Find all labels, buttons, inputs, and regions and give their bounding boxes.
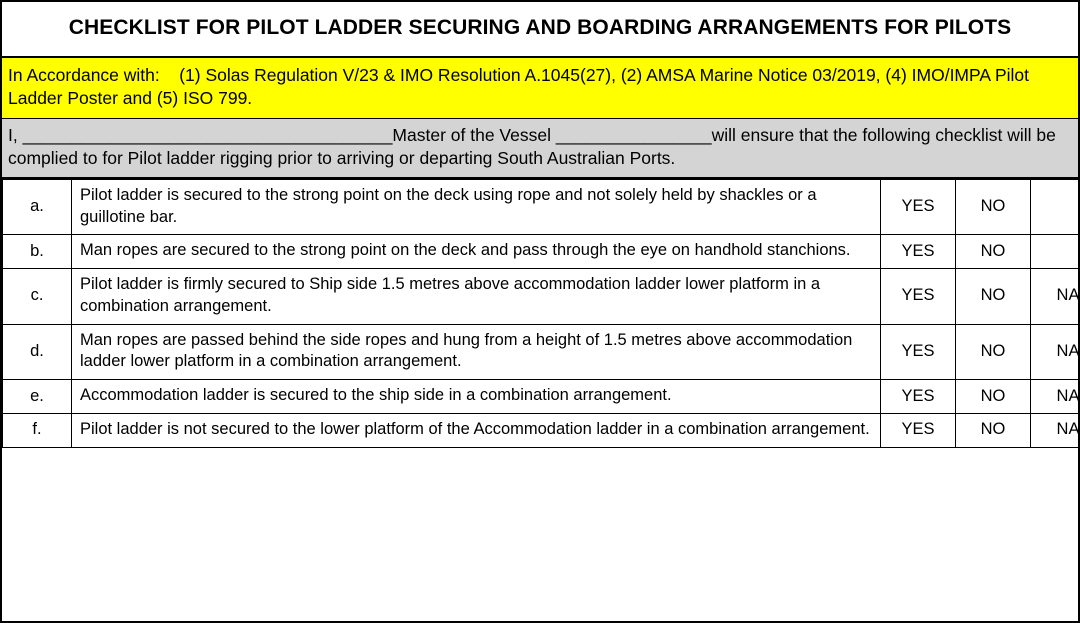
- row-na-option[interactable]: NA: [1031, 380, 1080, 414]
- row-yes-option[interactable]: YES: [881, 269, 956, 325]
- row-yes-option[interactable]: YES: [881, 324, 956, 380]
- page-title: CHECKLIST FOR PILOT LADDER SECURING AND BOARDING ARRANGEMENTS FOR PILOTS: [68, 16, 1012, 39]
- accordance-text: (1) Solas Regulation V/23 & IMO Resolution A.1045(27), (2) AMSA Marine Notice 03/2019, (4) IMO/IMPA Pilot Ladder Poster and (5) ISO 799.: [8, 65, 1029, 109]
- row-na-option[interactable]: NA: [1031, 413, 1080, 447]
- row-item-text: Man ropes are passed behind the side ropes and hung from a height of 1.5 metres above accommodation ladder lower platform in a combination arrangement.: [72, 324, 881, 380]
- row-na-option[interactable]: [1031, 179, 1080, 235]
- row-yes-option[interactable]: YES: [881, 235, 956, 269]
- row-no-option[interactable]: NO: [956, 269, 1031, 325]
- row-item-text: Accommodation ladder is secured to the ship side in a combination arrangement.: [72, 380, 881, 414]
- row-yes-option[interactable]: YES: [881, 413, 956, 447]
- table-row: [3, 324, 1080, 380]
- row-yes-option[interactable]: YES: [881, 179, 956, 235]
- row-item-text: Pilot ladder is not secured to the lower platform of the Accommodation ladder in a combination arrangement.: [72, 413, 881, 447]
- row-letter: a.: [3, 179, 72, 235]
- row-yes-option[interactable]: YES: [881, 380, 956, 414]
- row-item-text: Pilot ladder is secured to the strong point on the deck using rope and not solely held by shackles or a guillotine bar.: [72, 179, 881, 235]
- row-letter: b.: [3, 235, 72, 269]
- row-letter: c.: [3, 269, 72, 325]
- row-no-option[interactable]: NO: [956, 235, 1031, 269]
- table-row: [3, 413, 1080, 447]
- row-letter: e.: [3, 380, 72, 414]
- row-no-option[interactable]: NO: [956, 324, 1031, 380]
- row-item-text: Pilot ladder is firmly secured to Ship side 1.5 metres above accommodation ladder lower platform in a combination arrangement.: [72, 269, 881, 325]
- row-letter: d.: [3, 324, 72, 380]
- table-row: [3, 235, 1080, 269]
- master-statement: I, ______________________________________Master of the Vessel ________________will ensure that the following checklist will be complied to for Pilot ladder rigging prior to arriving or departing South Australian Ports.: [2, 119, 1078, 179]
- table-row: [3, 380, 1080, 414]
- row-na-option[interactable]: NA: [1031, 324, 1080, 380]
- row-no-option[interactable]: NO: [956, 380, 1031, 414]
- checklist-table: [2, 179, 1080, 448]
- accordance-label: In Accordance with:: [8, 65, 160, 85]
- row-no-option[interactable]: NO: [956, 413, 1031, 447]
- row-letter: f.: [3, 413, 72, 447]
- row-na-option[interactable]: [1031, 235, 1080, 269]
- accordance-banner: [2, 58, 1078, 119]
- row-na-option[interactable]: NA: [1031, 269, 1080, 325]
- row-item-text: Man ropes are secured to the strong point on the deck and pass through the eye on handhold stanchions.: [72, 235, 881, 269]
- table-row: [3, 179, 1080, 235]
- row-no-option[interactable]: NO: [956, 179, 1031, 235]
- document-title-row: [2, 2, 1078, 58]
- table-row: [3, 269, 1080, 325]
